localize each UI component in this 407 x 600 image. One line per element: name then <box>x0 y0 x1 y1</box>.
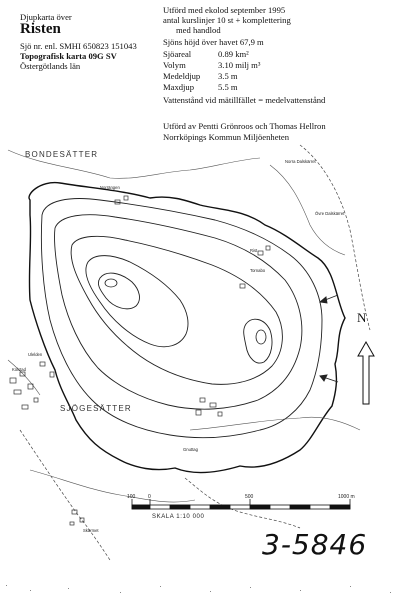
lake-height-line: Sjöns höjd över havet 67,9 m <box>163 37 264 47</box>
road <box>185 478 300 528</box>
stat-label-volume: Volym <box>163 60 186 70</box>
road <box>300 145 370 330</box>
scale-tick-0: 0 <box>148 494 151 500</box>
building-cluster <box>196 398 222 416</box>
stat-label-area: Sjöareal <box>163 49 192 59</box>
field-boundary <box>270 165 345 255</box>
stat-label-mean-depth: Medeldjup <box>163 71 201 81</box>
field-boundary <box>30 470 195 502</box>
shoreline <box>29 183 345 473</box>
place-label-sjogesatter: SJÖGESÄTTER <box>60 404 132 413</box>
deep-spot <box>256 330 266 344</box>
scale-tick-500: 500 <box>245 494 254 500</box>
place-label-skarmet: Skärmet <box>83 528 99 533</box>
stat-value-mean-depth: 3.5 m <box>218 71 238 81</box>
lake-id-line: Sjö nr. enl. SMHI 650823 151043 <box>20 41 137 51</box>
place-label-norrangen: Norrängen <box>100 185 120 190</box>
county-line: Östergötlands län <box>20 61 81 71</box>
scale-tick-1000: 1000 m <box>338 494 355 500</box>
flow-arrow <box>320 375 338 382</box>
field-boundary <box>8 360 40 395</box>
credit-line-1: Utförd av Pentti Grönroos och Thomas Hellron <box>163 121 326 131</box>
stat-label-max-depth: Maxdjup <box>163 82 195 92</box>
place-label-kolstad: Kolstad <box>12 367 26 372</box>
place-label-ovre-dalskarret: Övre Dalskärret <box>315 211 345 216</box>
scale-caption: SKALA 1:10 000 <box>152 514 205 520</box>
road <box>20 430 110 560</box>
scan-noise <box>6 585 391 593</box>
place-label-norra-dalskarret: Norra Dalskärret <box>285 159 316 164</box>
handwritten-note: 3-5846 <box>262 528 368 561</box>
flow-arrow <box>320 295 338 303</box>
building-cluster <box>70 510 84 525</box>
place-label-tornabo: Tornabo <box>250 268 266 273</box>
water-level-line: Vattenstånd vid mätillfället = medelvattenstånd <box>163 95 326 105</box>
stat-value-area: 0.89 km² <box>218 49 249 59</box>
field-boundary <box>190 417 360 430</box>
survey-line-1: Utförd med ekolod september 1995 <box>163 5 286 15</box>
depth-contour-3 <box>71 236 282 384</box>
map-subtitle: Djupkarta över <box>20 12 72 22</box>
north-label: N <box>357 310 367 325</box>
depth-contour-5 <box>98 273 139 309</box>
scale-tick-100: 100 <box>127 494 136 500</box>
depth-contour-1 <box>41 199 322 438</box>
depth-contour-4 <box>86 256 188 347</box>
lake-name: Risten <box>20 21 61 37</box>
topographic-map-line: Topografisk karta 09G SV <box>20 51 117 61</box>
place-label-bondesatter: BONDESÄTTER <box>25 150 99 159</box>
stat-value-volume: 3.10 milj m³ <box>218 60 261 70</box>
survey-line-2: antal kurslinjer 10 st + komplettering <box>163 15 291 25</box>
scale-bar <box>132 499 350 509</box>
depth-contour-2 <box>54 215 301 409</box>
credit-line-2: Norrköpings Kommun Miljöenheten <box>163 132 290 142</box>
deep-spot <box>105 279 117 287</box>
stat-value-max-depth: 5.5 m <box>218 82 238 92</box>
north-arrow <box>358 342 374 404</box>
place-label-ulelden: Ulelden <box>28 352 43 357</box>
depth-contour-east <box>244 319 272 363</box>
place-label-gnuttag: Gnuttag <box>183 447 198 452</box>
place-label-rist: Rist <box>250 248 258 253</box>
survey-line-3: med handlod <box>176 25 221 35</box>
